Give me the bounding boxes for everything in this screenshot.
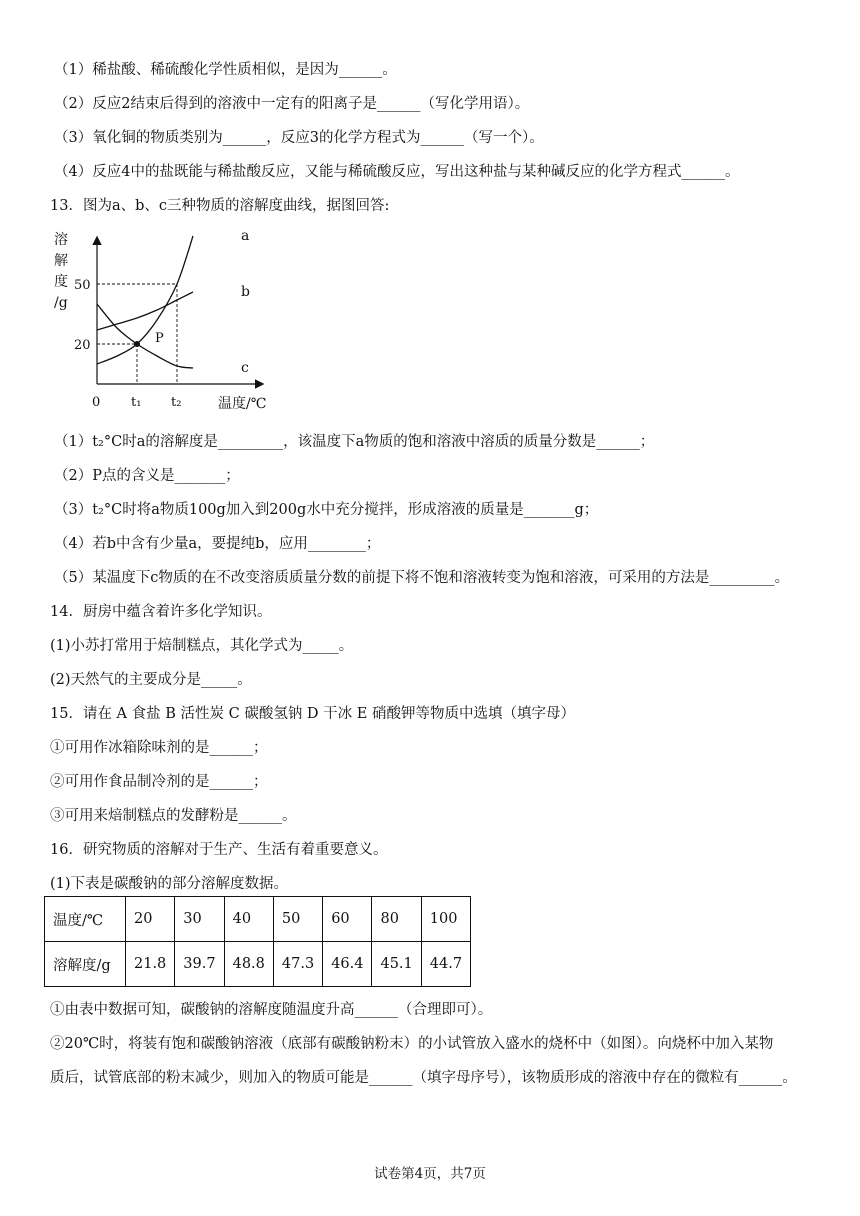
- q16-stem: 16．研究物质的溶解对于生产、生活有着重要意义。: [50, 842, 388, 858]
- q15-1: ①可用作冰箱除味剂的是______；: [50, 740, 268, 756]
- curves: [97, 236, 193, 368]
- table-cell: 48.8: [224, 942, 273, 987]
- table-cell: 100: [421, 897, 470, 942]
- table-cell: 40: [224, 897, 273, 942]
- table-cell: 46.4: [323, 942, 372, 987]
- table-cell: 80: [372, 897, 421, 942]
- solubility-chart: [52, 226, 282, 416]
- q13-2: （2）P点的含义是_______；: [54, 468, 240, 484]
- y-tick-label: 50: [74, 278, 91, 293]
- table-cell: 60: [323, 897, 372, 942]
- page-footer: 试卷第4页，共7页: [374, 1166, 486, 1182]
- q15-2: ②可用作食品制冷剂的是______；: [50, 774, 268, 790]
- q13-1: （1）t₂°C时a的溶解度是_________，该温度下a物质的饱和溶液中溶质的质量分数是______；: [54, 434, 655, 450]
- q12-4: （4）反应4中的盐既能与稀盐酸反应，又能与稀硫酸反应，写出这种盐与某种碱反应的化学方程式______。: [54, 164, 740, 180]
- q15-3: ③可用来焙制糕点的发酵粉是______。: [50, 808, 297, 824]
- q12-1: （1）稀盐酸、稀硫酸化学性质相似，是因为______。: [54, 62, 397, 78]
- chart-axes: [97, 238, 262, 384]
- table-cell: 30: [175, 897, 224, 942]
- guide-lines: [97, 284, 177, 384]
- table-cell: 45.1: [372, 942, 421, 987]
- y-axis-label-part: 解: [54, 253, 68, 269]
- table-cell: 21.8: [126, 942, 175, 987]
- table-cell: 50: [273, 897, 322, 942]
- q12-2: （2）反应2结束后得到的溶液中一定有的阳离子是______（写化学用语）。: [54, 96, 530, 112]
- q14-1: (1)小苏打常用于焙制糕点，其化学式为_____。: [50, 638, 354, 654]
- q16-3: ②20℃时，将装有饱和碳酸钠溶液（底部有碳酸钠粉末）的小试管放入盛水的烧杯中（如图）。向烧杯中加入某物: [50, 1036, 774, 1052]
- series-label-c: c: [241, 360, 249, 376]
- table-cell: 44.7: [421, 942, 470, 987]
- table-header-temperature: 温度/℃: [45, 897, 126, 942]
- q16-4: 质后，试管底部的粉末减少，则加入的物质可能是______（填字母序号），该物质形成的溶液中存在的微粒有______。: [50, 1070, 797, 1086]
- intersection-point-p: [134, 341, 140, 347]
- curve-a: [97, 236, 193, 364]
- q12-3: （3）氧化铜的物质类别为______，反应3的化学方程式为______（写一个）。: [54, 130, 544, 146]
- table-row: [45, 942, 471, 987]
- q13-4: （4）若b中含有少量a，要提纯b，应用________；: [54, 536, 381, 552]
- q14-2: (2)天然气的主要成分是_____。: [50, 672, 252, 688]
- series-labels: [241, 228, 250, 376]
- y-axis-label-part: /g: [54, 295, 68, 311]
- q13-stem: 13．图为a、b、c三种物质的溶解度曲线，据图回答:: [50, 198, 390, 214]
- q15-stem: 15．请在 A 食盐 B 活性炭 C 碳酸氢钠 D 干冰 E 硝酸钾等物质中选填（填字母）: [50, 706, 575, 722]
- series-label-b: b: [241, 284, 250, 300]
- q14-stem: 14．厨房中蕴含着许多化学知识。: [50, 604, 272, 620]
- solubility-table: [44, 896, 471, 987]
- q16-1: (1)下表是碳酸钠的部分溶解度数据。: [50, 876, 289, 892]
- q13-3: （3）t₂°C时将a物质100g加入到200g水中充分搅拌，形成溶液的质量是_______g；: [54, 502, 599, 518]
- origin-label: 0: [92, 395, 101, 410]
- series-label-a: a: [241, 228, 250, 244]
- y-tick-label: 20: [74, 338, 91, 353]
- y-axis-label-part: 溶: [54, 232, 68, 248]
- table-row: [45, 897, 471, 942]
- x-tick-label: t₂: [171, 395, 182, 410]
- table-cell: 47.3: [273, 942, 322, 987]
- x-tick-label: t₁: [131, 395, 142, 410]
- y-axis-label: [54, 231, 68, 311]
- table-cell: 20: [126, 897, 175, 942]
- q13-5: （5）某温度下c物质的在不改变溶质质量分数的前提下将不饱和溶液转变为饱和溶液，可采用的方法是_________。: [54, 570, 790, 586]
- point-label-p: P: [155, 331, 164, 346]
- y-axis-label-part: 度: [54, 274, 68, 290]
- table-cell: 39.7: [175, 942, 224, 987]
- q16-2: ①由表中数据可知，碳酸钠的溶解度随温度升高______（合理即可）。: [50, 1002, 493, 1018]
- table-header-solubility: 溶解度/g: [45, 942, 126, 987]
- x-axis-label: 温度/℃: [218, 396, 267, 412]
- curve-b: [97, 292, 193, 330]
